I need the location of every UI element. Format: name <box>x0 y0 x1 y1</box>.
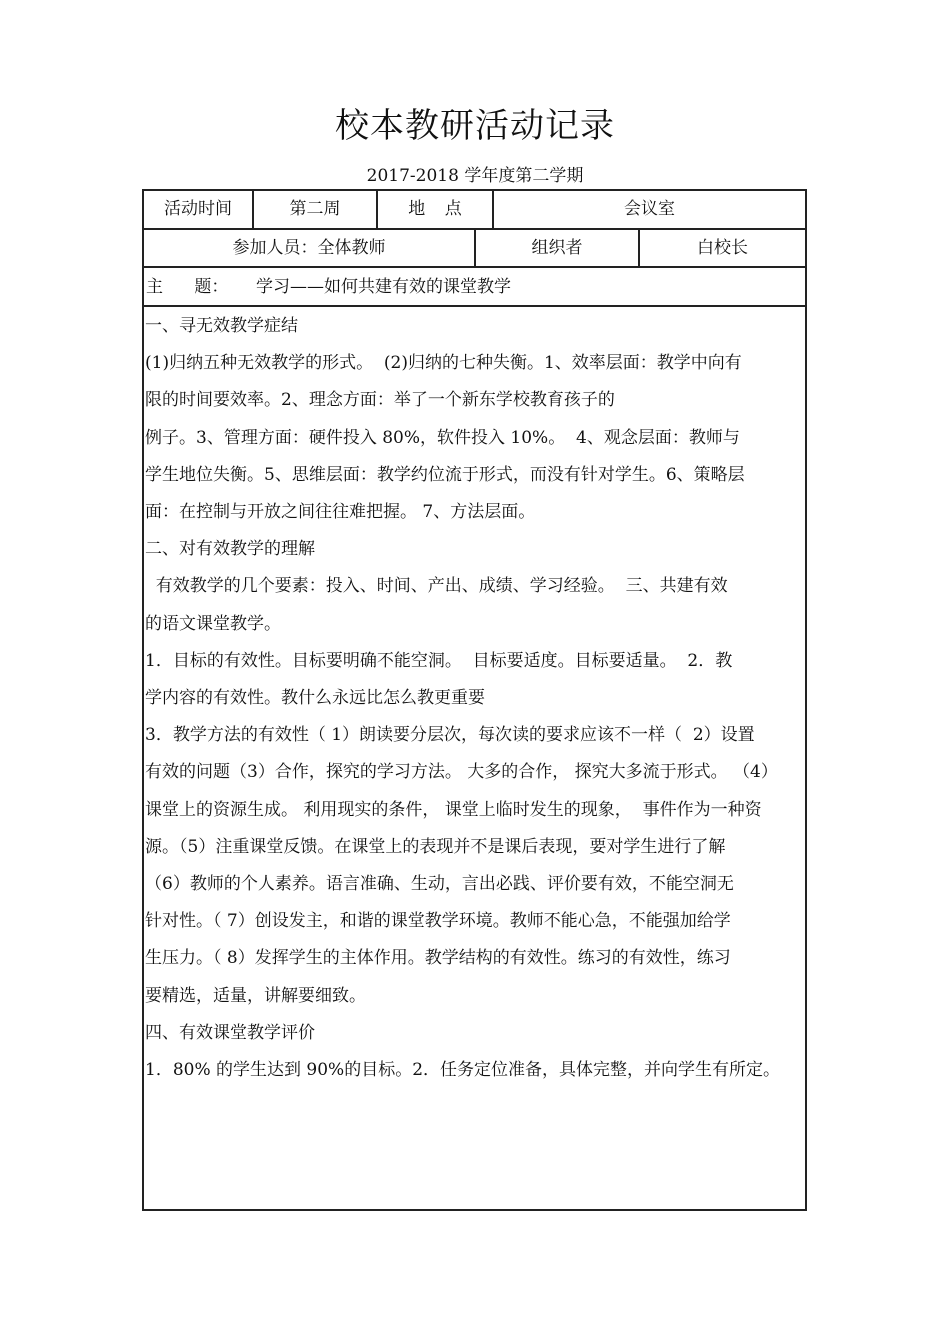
content-line: 1．80% 的学生达到 90%的目标。2．任务定位准备，具体完整，并向学生有所定。 <box>145 1060 781 1080</box>
content-line: 二、对有效教学的理解 <box>145 539 315 559</box>
activity-time-label: 活动时间 <box>164 199 232 219</box>
organizer-label: 组织者 <box>531 238 583 258</box>
content-line: 学生地位失衡。5、思维层面：教学约位流于形式，而没有针对学生。6、策略层 <box>145 465 745 485</box>
content-line: 限的时间要效率。2、理念方面：举了一个新东学校教育孩子的 <box>145 390 615 410</box>
content-line: （6）教师的个人素养。语言准确、生动，言出必践、评价要有效，不能空洞无 <box>145 874 734 894</box>
content-line: 的语文课堂教学。 <box>145 614 281 634</box>
content-line: 有效的问题（3）合作，探究的学习方法。 大多的合作， 探究大多流于形式。 （4） <box>145 762 778 782</box>
topic-value: 学习——如何共建有效的课堂教学 <box>256 277 511 297</box>
participants: 参加人员：全体教师 <box>232 238 386 258</box>
content-line: 源。（5）注重课堂反馈。在课堂上的表现并不是课后表现，要对学生进行了解 <box>145 837 726 857</box>
content-line: 面：在控制与开放之间往往难把握。 7、方法层面。 <box>145 502 536 522</box>
content-line: 一、寻无效教学症结 <box>145 316 298 336</box>
content-line: 学内容的有效性。教什么永远比怎么教更重要 <box>145 688 485 708</box>
content-line: 有效教学的几个要素：投入、时间、产出、成绩、学习经验。 三、共建有效 <box>145 576 728 596</box>
content-line: (1)归纳五种无效教学的形式。 (2)归纳的七种失衡。1、效率层面：教学中向有 <box>145 353 742 373</box>
content-line: 要精选，适量，讲解要细致。 <box>145 986 366 1006</box>
content-line: 针对性。（ 7）创设发主，和谐的课堂教学环境。教师不能心急，不能强加给学 <box>145 911 731 931</box>
term-subtitle: 2017-2018 学年度第二学期 <box>366 166 584 186</box>
activity-time-value: 第二周 <box>289 199 341 219</box>
document-title: 校本教研活动记录 <box>335 106 615 146</box>
content-line: 例子。3、管理方面：硬件投入 80%，软件投入 10%。 4、观念层面：教师与 <box>145 428 740 448</box>
content-line: 1．目标的有效性。目标要明确不能空洞。 目标要适度。目标要适量。 2．教 <box>145 651 733 671</box>
organizer-value: 白校长 <box>697 238 748 258</box>
topic-label: 主 题： <box>146 277 229 297</box>
content-line: 四、有效课堂教学评价 <box>145 1023 315 1043</box>
topic-bottom-border <box>142 305 807 307</box>
place-value: 会议室 <box>624 199 675 219</box>
content-line: 3．教学方法的有效性（ 1）朗读要分层次，每次读的要求应该不一样（ 2）设置 <box>145 725 755 745</box>
place-label: 地 点 <box>408 199 462 219</box>
content-line: 课堂上的资源生成。 利用现实的条件， 课堂上临时发生的现象， 事件作为一种资 <box>145 800 762 820</box>
content-line: 生压力。（ 8）发挥学生的主体作用。教学结构的有效性。练习的有效性，练习 <box>145 948 731 968</box>
table-top-border <box>142 189 807 191</box>
